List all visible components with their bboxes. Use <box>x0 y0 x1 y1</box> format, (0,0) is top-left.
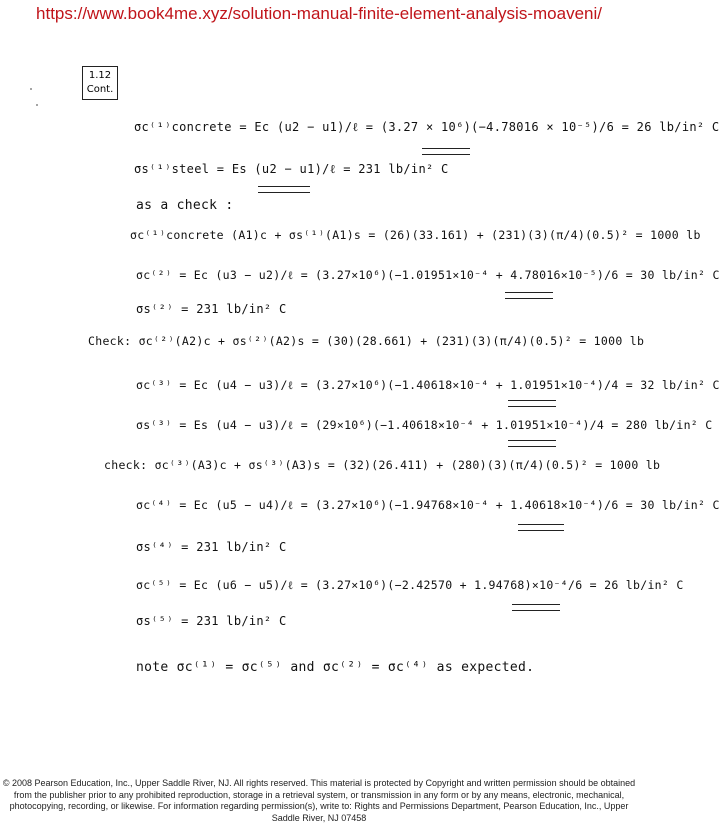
problem-number-box <box>82 66 118 100</box>
line-steel-stress-5: σs⁽⁵⁾ = 231 lb/in² C <box>136 614 287 628</box>
answer-underline <box>258 186 310 193</box>
answer-underline <box>508 440 556 447</box>
line-steel-stress-4: σs⁽⁴⁾ = 231 lb/in² C <box>136 540 287 554</box>
answer-underline <box>422 148 470 155</box>
scan-speck <box>30 88 32 90</box>
line-steel-stress-2: σs⁽²⁾ = 231 lb/in² C <box>136 302 287 316</box>
answer-underline <box>508 400 556 407</box>
answer-underline <box>505 292 553 299</box>
problem-continued: Cont. <box>86 84 114 95</box>
line-concrete-stress-4: σc⁽⁴⁾ = Ec (u5 − u4)/ℓ = (3.27×10⁶)(−1.94768×10⁻⁴ + 1.40618×10⁻⁴)/6 = 30 lb/in² C <box>136 498 720 512</box>
line-steel-stress-1: σs⁽¹⁾steel = Es (u2 − u1)/ℓ = 231 lb/in² C <box>134 162 449 176</box>
line-check-heading: as a check : <box>136 198 234 213</box>
line-concrete-stress-1: σc⁽¹⁾concrete = Ec (u2 − u1)/ℓ = (3.27 × 10⁶)(−4.78016 × 10⁻⁵)/6 = 26 lb/in² C <box>134 120 720 134</box>
line-concrete-stress-3: σc⁽³⁾ = Ec (u4 − u3)/ℓ = (3.27×10⁶)(−1.40618×10⁻⁴ + 1.01951×10⁻⁴)/4 = 32 lb/in² C <box>136 378 720 392</box>
line-check-1: σc⁽¹⁾concrete (A1)c + σs⁽¹⁾(A1)s = (26)(33.161) + (231)(3)(π/4)(0.5)² = 1000 lb <box>130 228 701 242</box>
line-note: note σc⁽¹⁾ = σc⁽⁵⁾ and σc⁽²⁾ = σc⁽⁴⁾ as expected. <box>136 660 535 675</box>
line-steel-stress-3: σs⁽³⁾ = Es (u4 − u3)/ℓ = (29×10⁶)(−1.40618×10⁻⁴ + 1.01951×10⁻⁴)/4 = 280 lb/in² C <box>136 418 713 432</box>
copyright-footer: © 2008 Pearson Education, Inc., Upper Saddle River, NJ. All rights reserved. This material is protected by Copyright and written permission should be obtained from the publisher prior to any prohibited reproduction, storage in a retrieval system, or transmission in any form or by any means, electronic, mechanical, photocopying, recording, or likewise. For information regarding permission(s), write to: Rights and Permissions Department, Pearson Education, Inc., Upper Saddle River, NJ 07458 <box>2 778 636 823</box>
line-concrete-stress-5: σc⁽⁵⁾ = Ec (u6 − u5)/ℓ = (3.27×10⁶)(−2.42570 + 1.94768)×10⁻⁴/6 = 26 lb/in² C <box>136 578 684 592</box>
header-url[interactable]: https://www.book4me.xyz/solution-manual-finite-element-analysis-moaveni/ <box>36 4 602 23</box>
answer-underline <box>518 524 564 531</box>
problem-number: 1.12 <box>88 70 112 81</box>
line-check-2: Check: σc⁽²⁾(A2)c + σs⁽²⁾(A2)s = (30)(28.661) + (231)(3)(π/4)(0.5)² = 1000 lb <box>88 334 645 348</box>
line-concrete-stress-2: σc⁽²⁾ = Ec (u3 − u2)/ℓ = (3.27×10⁶)(−1.01951×10⁻⁴ + 4.78016×10⁻⁵)/6 = 30 lb/in² C <box>136 268 720 282</box>
line-check-3: check: σc⁽³⁾(A3)c + σs⁽³⁾(A3)s = (32)(26.411) + (280)(3)(π/4)(0.5)² = 1000 lb <box>104 458 661 472</box>
scan-speck <box>36 104 38 106</box>
answer-underline <box>512 604 560 611</box>
